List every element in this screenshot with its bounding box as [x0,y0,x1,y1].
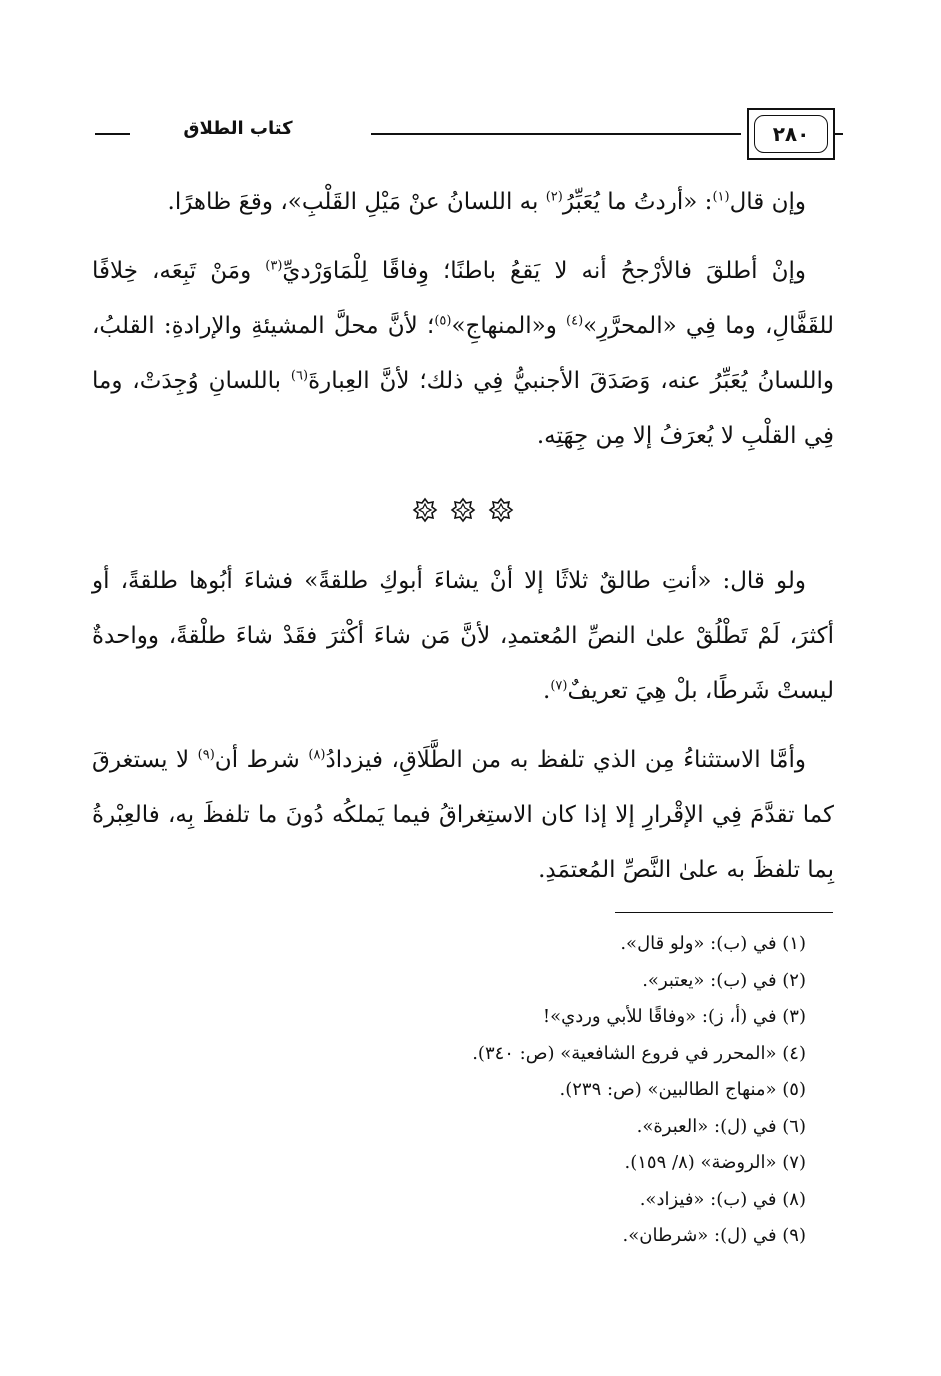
section-divider [92,472,834,548]
footnote: (٩) في (ل): «شرطان». [622,1225,806,1246]
text-run: به اللسانُ عنْ مَيْلِ القَلْبِ»، وقعَ ظاهرًا. [167,189,546,215]
header-rule [835,133,843,135]
footnote: (٢) في (ب): «يعتبر». [642,969,806,991]
footnotes [246,926,806,1255]
text-run: ولو قال: «أنتِ طالقٌ ثلاثًا إلا أنْ يشاءَ أبوكِ طلقةً» فشاءَ أبُوها طلقةً، أو أكثرَ، لَمْ تَطْلُقْ علىٰ النصِّ المُعتمدِ، لأنَّ مَن شاءَ أكْثرَ فقَدْ شاءَ طلْقةً، وواحدةٌ ليستْ شَرطًا، بلْ هِيَ تعريفٌ [92,568,834,704]
main-text [92,175,834,912]
text-run: وإن قال [729,189,806,215]
footnote-ref: (١) [712,189,730,205]
footnote: (٨) في (ب): «فيزاد». [639,1188,806,1210]
text-run: . [543,678,551,704]
footnote: (٧) «الروضة» (٨/ ١٥٩). [624,1152,806,1173]
page-number: ٢٨٠ [754,115,828,153]
page-header [95,100,835,170]
footnote-ref: (٥) [434,313,452,329]
text-run: ومَنْ تَبِعَه، خِلافًا للقَفَّالِ، وما فِي «المحرَّرِ» [92,258,834,339]
text-run: وإنْ أطلقَ فالأرْجحُ أنه لا يَقعُ باطنًا؛ وِفاقًا لِلْمَاوَرْديِّ [282,258,806,284]
footnote-separator [615,912,833,913]
text-run: ؛ لأنَّ محلَّ المشيئةِ والإرادةِ: القلبُ، واللسانُ يُعَبِّرُ عنه، وَصَدَقَ الأجنبيُّ فِي ذلك؛ لأنَّ العِبارةَ [92,313,834,394]
text-run: : «أردتُ ما يُعَبِّرُ [562,189,713,215]
text-run: لا يستغرقَ كما تقدَّمَ فِي الإقْرارِ إلا إذا كان الاستِغراقُ فيما يَملكُه دُونَ ما تلفظَ بِه، فالعِبْرةُ بِما تلفظَ به علىٰ النَّصِّ المُعتمَدِ. [92,747,834,883]
header-rule [371,133,741,135]
running-title: كتاب الطلاق [183,118,293,139]
text-run: و«المنهاجِ» [451,313,567,339]
footnote: (٦) في (ل): «العبرة». [636,1115,806,1137]
paragraph [92,554,834,719]
text-run: باللسانِ وُجِدَتْ، وما فِي القلْبِ لا يُعرَفُ إلا مِن جِهَتِه. [92,368,834,449]
footnote-ref: (٤) [566,313,584,329]
ornament-star-icon [412,497,438,523]
footnote-ref: (٦) [290,368,309,384]
footnote: (٥) «منهاج الطالبين» (ص: ٢٣٩). [559,1079,806,1100]
footnote: (١) في (ب): «ولو قال». [620,933,806,954]
footnote-ref: (٣) [265,258,283,274]
footnote-ref: (٨) [308,747,326,763]
paragraph [92,733,834,898]
footnote: (٤) «المحرر في فروع الشافعية» (ص: ٣٤٠). [472,1042,806,1064]
page-number-frame [747,108,835,160]
ornament-star-icon [488,497,514,523]
footnote-ref: (٧) [550,678,568,694]
ornament-star-icon [450,497,476,523]
paragraph [92,244,834,464]
text-run: وأمَّا الاستثناءُ مِن الذي تلفظ به من الطَّلَاقِ، فيزدادُ [325,747,807,773]
footnote: (٣) في (أ، ز): «وفاقًا للأبي وردي»! [542,1006,806,1027]
footnote-ref: (٢) [545,189,563,205]
footnote-ref: (٩) [197,747,215,763]
text-run: شرط أن [214,747,309,773]
paragraph [92,175,834,230]
header-rule [95,133,130,135]
